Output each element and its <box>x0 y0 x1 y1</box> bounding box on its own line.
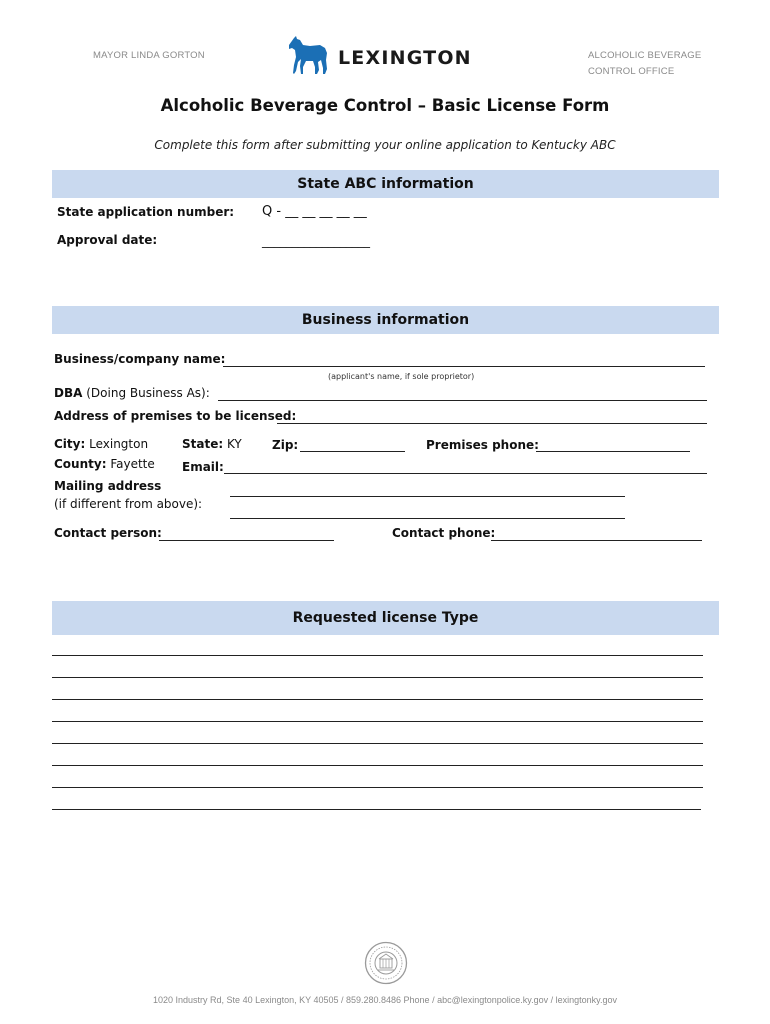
horse-logo-icon <box>286 35 330 77</box>
mayor-name: MAYOR LINDA GORTON <box>93 50 205 61</box>
mailing-address-field-2[interactable] <box>230 518 625 519</box>
county-label: County: <box>54 457 107 471</box>
city-row <box>54 437 148 451</box>
contact-phone-label: Contact phone: <box>392 526 496 540</box>
license-line[interactable] <box>52 655 703 656</box>
form-subtitle: Complete this form after submitting your online application to Kentucky ABC <box>154 138 616 152</box>
city-seal-icon <box>364 941 408 985</box>
form-title: Alcoholic Beverage Control – Basic License Form <box>160 96 610 115</box>
premises-address-label: Address of premises to be licensed: <box>54 409 297 423</box>
zip-field[interactable] <box>300 451 405 452</box>
license-line[interactable] <box>52 809 701 810</box>
license-line[interactable] <box>52 787 703 788</box>
office-name-line1: ALCOHOLIC BEVERAGE <box>588 50 702 61</box>
county-row <box>54 457 155 471</box>
approval-date-label: Approval date: <box>57 233 158 247</box>
dba-note: (Doing Business As): <box>86 386 210 400</box>
state-value: KY <box>226 437 242 451</box>
footer-contact: 1020 Industry Rd, Ste 40 Lexington, KY 40505 / 859.280.8486 Phone / abc@lexingtonpolice.ky.gov / lexingtonky.gov <box>153 995 617 1005</box>
mailing-address-field-1[interactable] <box>230 496 625 497</box>
dba-label: DBA <box>54 386 83 400</box>
email-label: Email: <box>182 460 224 474</box>
state-row <box>182 437 242 451</box>
county-value: Fayette <box>110 457 155 471</box>
company-name-note: (applicant's name, if sole proprietor) <box>328 372 475 381</box>
company-name-label: Business/company name: <box>54 352 226 366</box>
city-value: Lexington <box>89 437 149 451</box>
app-number-label: State application number: <box>57 205 235 219</box>
approval-date-field[interactable]: __________________ <box>262 234 370 248</box>
premises-phone-label: Premises phone: <box>426 438 539 452</box>
business-section-heading: Business information <box>52 306 719 334</box>
dba-row <box>54 386 210 400</box>
premises-address-field[interactable] <box>277 423 707 424</box>
city-label: City: <box>54 437 86 451</box>
contact-person-label: Contact person: <box>54 526 162 540</box>
license-line[interactable] <box>52 677 703 678</box>
app-number-field[interactable]: Q - __ __ __ __ __ <box>262 204 367 219</box>
state-section-heading: State ABC information <box>52 170 719 198</box>
zip-label: Zip: <box>272 438 299 452</box>
lexington-logo-text: LEXINGTON <box>338 47 472 69</box>
license-line[interactable] <box>52 743 703 744</box>
dba-field[interactable] <box>218 400 707 401</box>
premises-phone-field[interactable] <box>536 451 690 452</box>
license-line[interactable] <box>52 765 703 766</box>
contact-phone-field[interactable] <box>491 540 702 541</box>
mailing-address-label: Mailing address <box>54 479 162 493</box>
contact-person-field[interactable] <box>159 540 334 541</box>
license-line[interactable] <box>52 721 703 722</box>
company-name-field[interactable] <box>223 366 705 367</box>
license-section-heading: Requested license Type <box>52 601 719 635</box>
office-name-line2: CONTROL OFFICE <box>588 66 675 77</box>
email-field[interactable] <box>224 473 707 474</box>
license-line[interactable] <box>52 699 703 700</box>
state-label: State: <box>182 437 224 451</box>
mailing-address-note: (if different from above): <box>54 497 203 511</box>
